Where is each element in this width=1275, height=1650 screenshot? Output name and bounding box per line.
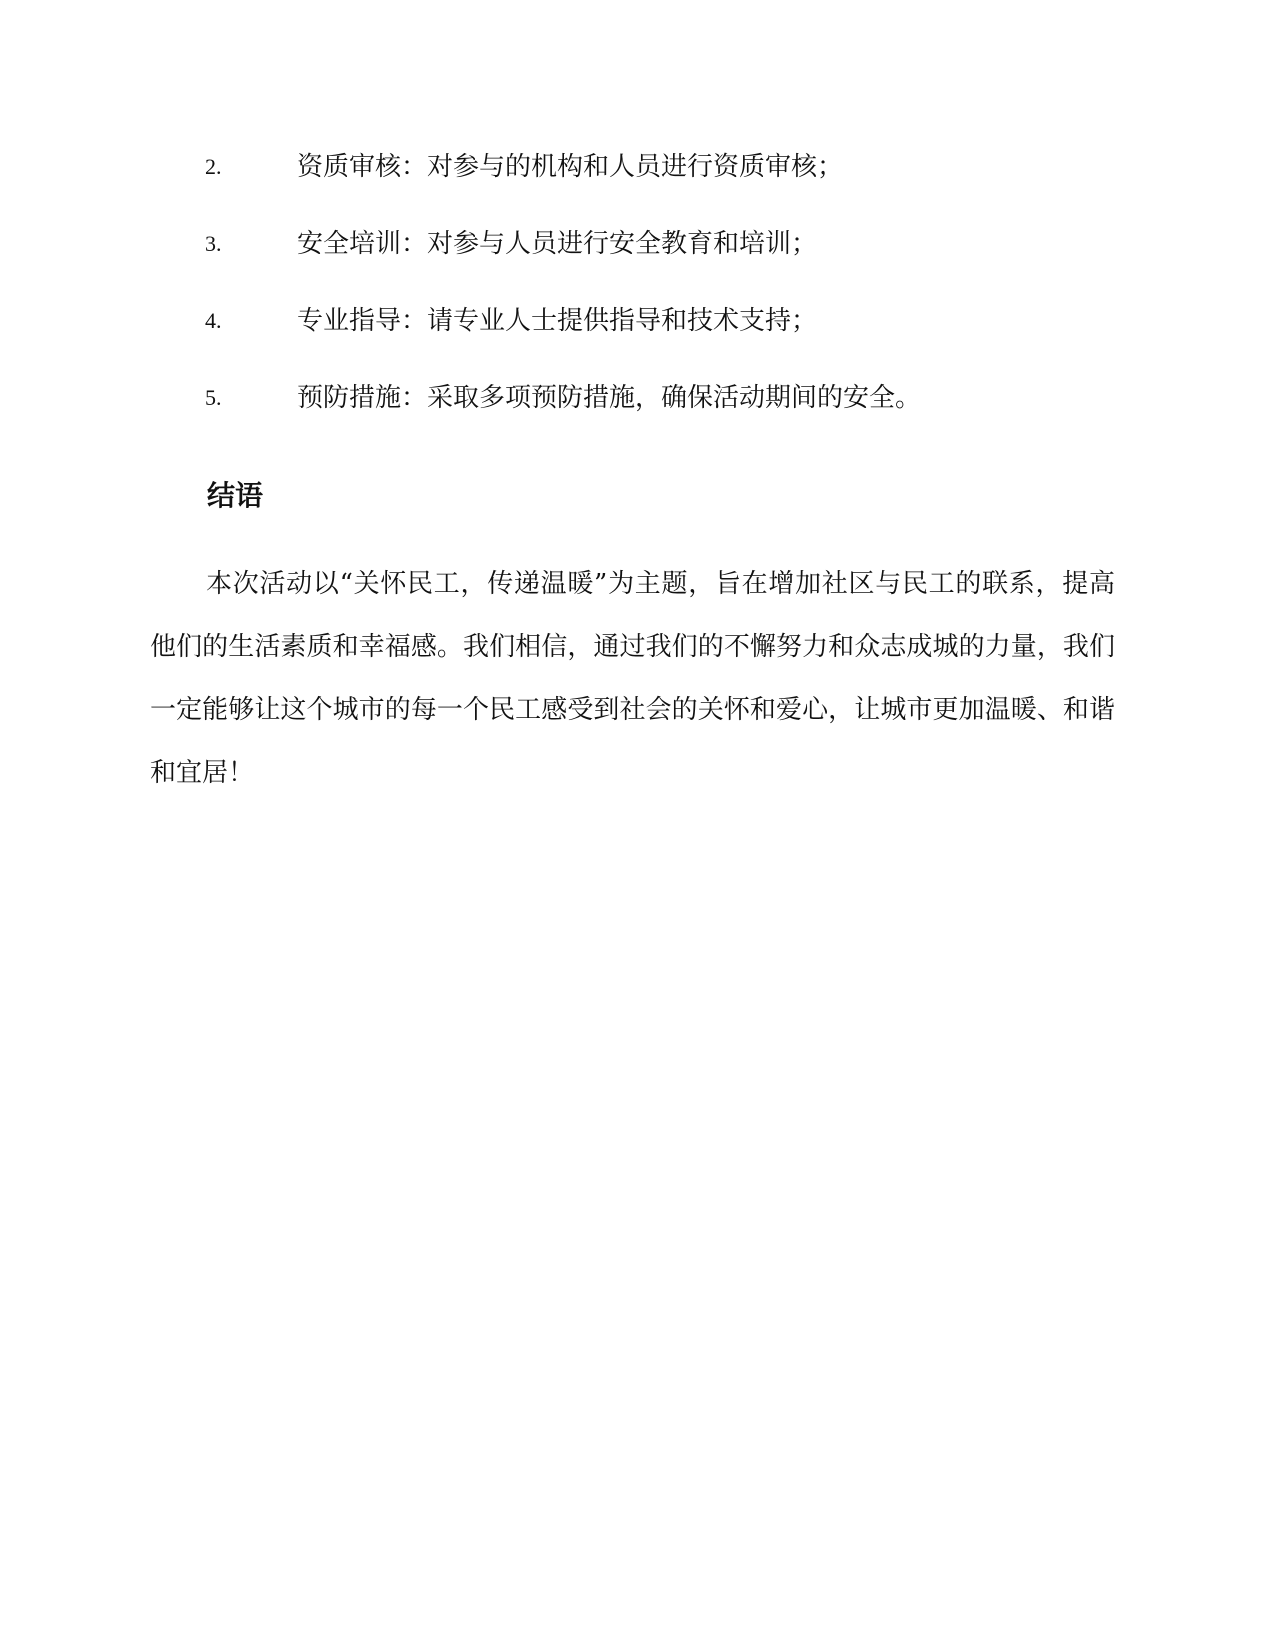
list-item: [205, 147, 1105, 224]
list-item-number: 3.: [205, 231, 222, 256]
list-item-text: 资质审核：对参与的机构和人员进行资质审核；: [297, 152, 844, 182]
conclusion-paragraph: 本次活动以“关怀民工，传递温暖”为主题，旨在增加社区与民工的联系，提高他们的生活素质和幸福感。我们相信，通过我们的不懈努力和众志成城的力量，我们一定能够让这个城市的每一个民工感受到社会的关怀和爱心，让城市更加温暖、和谐和宜居！: [150, 569, 1115, 788]
list-item-text: 专业指导：请专业人士提供指导和技术支持；: [297, 306, 818, 336]
list-item-number: 5.: [205, 385, 222, 410]
numbered-list: [205, 147, 1105, 455]
list-item-number: 4.: [205, 308, 222, 333]
list-item: [205, 301, 1105, 378]
list-item: [205, 224, 1105, 301]
list-item-number: 2.: [205, 154, 222, 179]
list-item-text: 安全培训：对参与人员进行安全教育和培训；: [297, 229, 818, 259]
list-item: [205, 378, 1105, 455]
list-item-text: 预防措施：采取多项预防措施，确保活动期间的安全。: [297, 383, 922, 413]
conclusion-heading: 结语: [207, 479, 264, 512]
